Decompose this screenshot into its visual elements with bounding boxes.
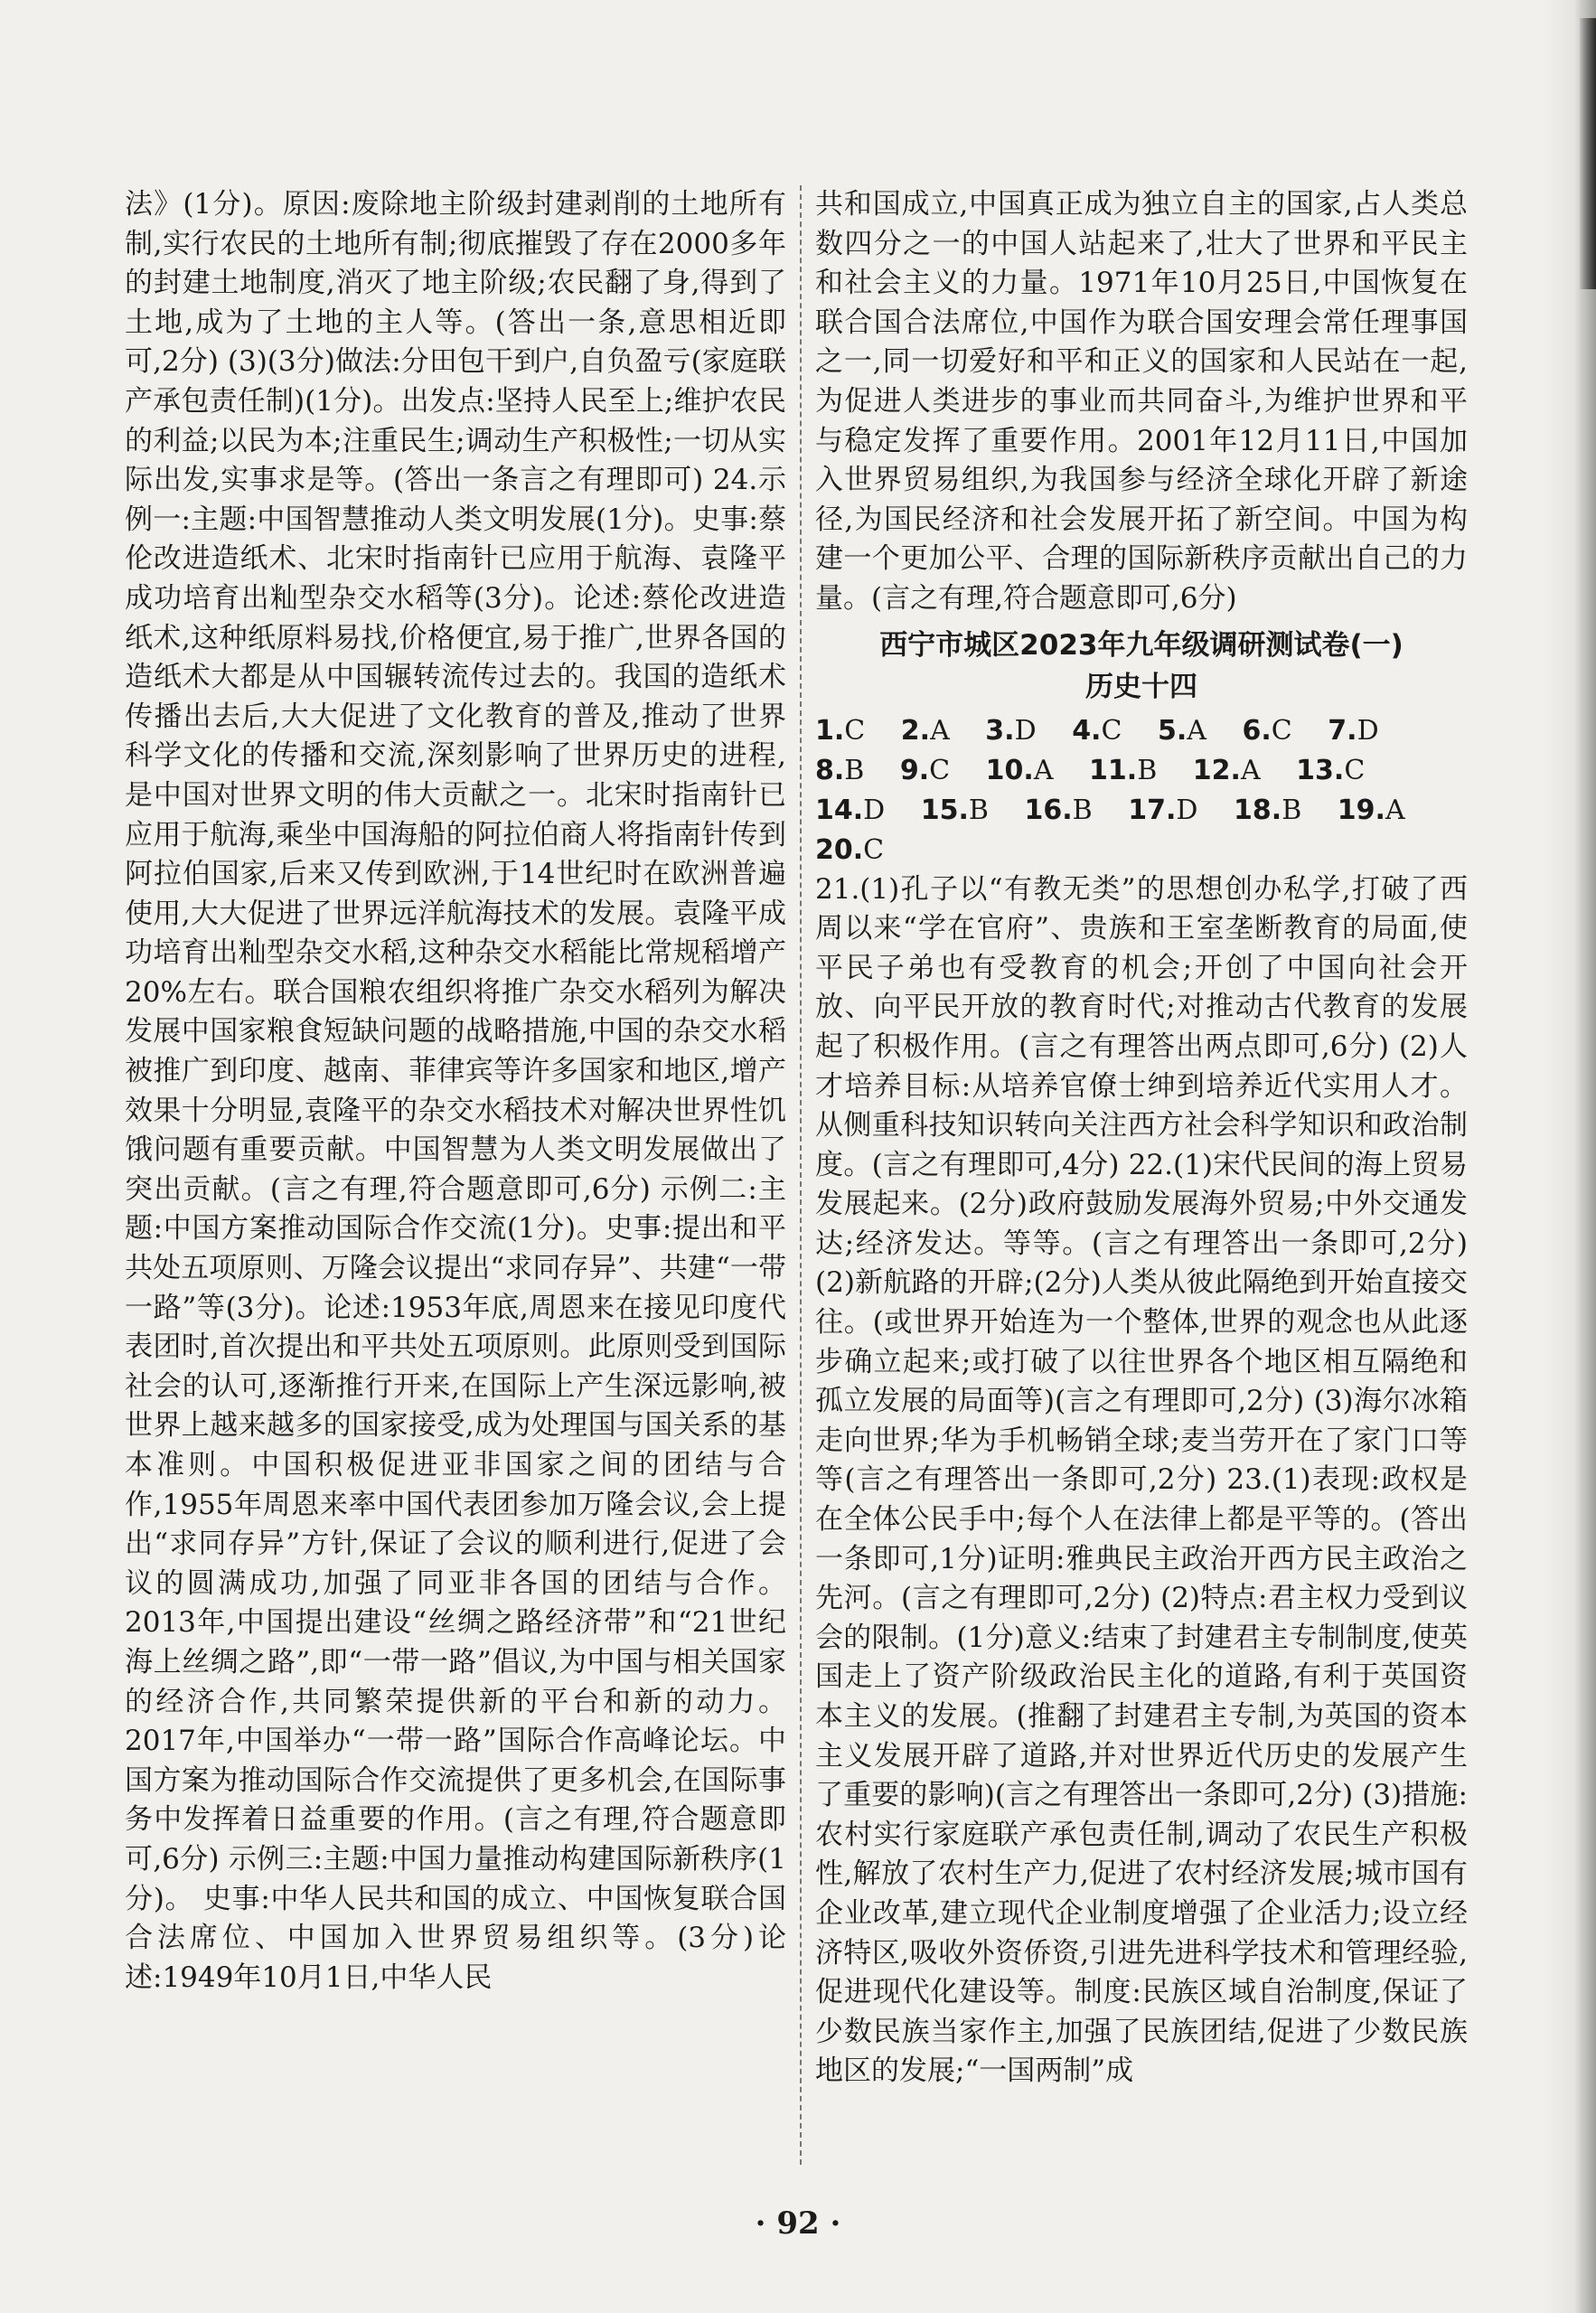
mc-answer-item: 17.D <box>1128 794 1198 826</box>
mc-answer-item: 8.B <box>815 754 865 786</box>
mc-answer-item: 4.C <box>1072 714 1122 747</box>
mc-answer-item: 7.D <box>1328 714 1379 747</box>
column-divider <box>800 185 802 2165</box>
right-answer-paragraph: 21.(1)孔子以“有教无类”的思想创办私学,打破了西周以来“学在官府”、贵族和王室垄断教育的局面,使平民子弟也有受教育的机会;开创了中国向社会开放、向平民开放的教育时代;对推动古代教育的发展起了积极作用。(言之有理答出两点即可,6分) (2)人才培养目标:从培养官僚士绅到培养近代实用人才。从侧重科技知识转向关注西方社会科学知识和政治制度。(言之有理即可,4分) 22.(1)宋代民间的海上贸易发展起来。(2分)政府鼓励发展海外贸易;中外交通发达;经济发达。等等。(言之有理答出一条即可,2分) (2)新航路的开辟;(2分)人类从彼此隔绝到开始直接交往。(或世界开始连为一个整体,世界的观念也从此逐步确立起来;或打破了以往世界各个地区相互隔绝和孤立发展的局面等)(言之有理即可,2分) (3)海尔冰箱走向世界;华为手机畅销全球;麦当劳开在了家门口等等(言之有理答出一条即可,2分) 23.(1)表现:政权是在全体公民手中;每个人在法律上都是平等的。(答出一条即可,1分)证明:雅典民主政治开西方民主政治之先河。(言之有理即可,2分) (2)特点:君主权力受到议会的限制。(1分)意义:结束了封建君主专制制度,使英国走上了资产阶级政治民主化的道路,有利于英国资本主义的发展。(推翻了封建君主专制,为英国的资本主义发展开辟了道路,并对世界近代历史的发展产生了重要的影响)(言之有理答出一条即可,2分) (3)措施:农村实行家庭联产承包责任制,调动了农民生产积极性,解放了农村生产力,促进了农村经济发展;城市国有企业改革,建立现代企业制度增强了企业活力;设立经济特区,吸收外资侨资,引进先进科学技术和管理经验,促进现代化建设等。制度:民族区域自治制度,保证了少数民族当家作主,加强了民族团结,促进了少数民族地区的发展;“一国两制”成 <box>815 872 1468 2088</box>
mc-answer-item: 13.C <box>1296 754 1366 786</box>
mc-answer-item: 11.B <box>1089 754 1158 786</box>
mc-answer-item: 20.C <box>815 833 885 866</box>
mc-answer-item: 16.B <box>1024 794 1093 826</box>
mc-answer-item: 5.A <box>1157 714 1206 747</box>
mc-answer-item: 6.C <box>1242 714 1292 747</box>
mc-answer-item: 14.D <box>815 794 886 826</box>
mc-answer-item: 1.C <box>815 714 866 747</box>
mc-answer-item: 9.C <box>899 754 951 786</box>
page-number: · 92 · <box>755 2205 841 2242</box>
right-intro-paragraph: 共和国成立,中国真正成为独立自主的国家,占人类总数四分之一的中国人站起来了,壮大了世界和平民主和社会主义的力量。1971年10月25日,中国恢复在联合国合法席位,中国作为联合国安理会常任理事国之一,同一切爱好和平和正义的国家和人民站在一起,为促进人类进步的事业而共同奋斗,为维护世界和平与稳定发挥了重要作用。2001年12月11日,中国加入世界贸易组织,为我国参与经济全球化开辟了新途径,为国民经济和社会发展开拓了新空间。中国为构建一个更加公平、合理的国际新秩序贡献出自己的力量。(言之有理,符合题意即可,6分) <box>815 188 1468 615</box>
mc-answer-item: 15.B <box>920 794 989 826</box>
left-text-column <box>125 185 786 2165</box>
page-edge-shadow <box>1542 0 1596 2313</box>
multiple-choice-answers <box>815 711 1468 870</box>
right-text-column <box>815 185 1468 2165</box>
mc-answer-item: 12.A <box>1192 754 1261 786</box>
mc-answer-item: 18.B <box>1234 794 1302 826</box>
mc-answer-item: 2.A <box>900 714 950 747</box>
binding-edge-mark <box>1580 18 1596 289</box>
exam-section-subtitle: 历史十四 <box>1085 670 1197 703</box>
left-answer-paragraph: 法》(1分)。原因:废除地主阶级封建剥削的土地所有制,实行农民的土地所有制;彻底摧毁了存在2000多年的封建土地制度,消灭了地主阶级;农民翻了身,得到了土地,成为了土地的主人等。(答出一条,意思相近即可,2分) (3)(3分)做法:分田包干到户,自负盈亏(家庭联产承包责任制)(1分)。出发点:坚持人民至上;维护农民的利益;以民为本;注重民生;调动生产积极性;一切从实际出发,实事求是等。(答出一条言之有理即可) 24.示例一:主题:中国智慧推动人类文明发展(1分)。史事:蔡伦改进造纸术、北宋时指南针已应用于航海、袁隆平成功培育出籼型杂交水稻等(3分)。论述:蔡伦改进造纸术,这种纸原料易找,价格便宜,易于推广,世界各国的造纸术大都是从中国辗转流传过去的。我国的造纸术传播出去后,大大促进了文化教育的普及,推动了世界科学文化的传播和交流,深刻影响了世界历史的进程,是中国对世界文明的伟大贡献之一。北宋时指南针已应用于航海,乘坐中国海船的阿拉伯商人将指南针传到阿拉伯国家,后来又传到欧洲,于14世纪时在欧洲普遍使用,大大促进了世界远洋航海技术的发展。袁隆平成功培育出籼型杂交水稻,这种杂交水稻能比常规稻增产20%左右。联合国粮农组织将推广杂交水稻列为解决发展中国家粮食短缺问题的战略措施,中国的杂交水稻被推广到印度、越南、菲律宾等许多国家和地区,增产效果十分明显,袁隆平的杂交水稻技术对解决世界性饥饿问题有重要贡献。中国智慧为人类文明发展做出了突出贡献。(言之有理,符合题意即可,6分) 示例二:主题:中国方案推动国际合作交流(1分)。史事:提出和平共处五项原则、万隆会议提出“求同存异”、共建“一带一路”等(3分)。论述:1953年底,周恩来在接见印度代表团时,首次提出和平共处五项原则。此原则受到国际社会的认可,逐渐推行开来,在国际上产生深远影响,被世界上越来越多的国家接受,成为处理国与国关系的基本准则。中国积极促进亚非国家之间的团结与合作,1955年周恩来率中国代表团参加万隆会议,会上提出“求同存异”方针,保证了会议的顺利进行,促进了会议的圆满成功,加强了同亚非各国的团结与合作。2013年,中国提出建设“丝绸之路经济带”和“21世纪海上丝绸之路”,即“一带一路”倡议,为中国与相关国家的经济合作,共同繁荣提供新的平台和新的动力。2017年,中国举办“一带一路”国际合作高峰论坛。中国方案为推动国际合作交流提供了更多机会,在国际事务中发挥着日益重要的作用。(言之有理,符合题意即可,6分) 示例三:主题:中国力量推动构建国际新秩序(1分)。 史事:中华人民共和国的成立、中国恢复联合国合法席位、中国加入世界贸易组织等。(3分)论述:1949年10月1日,中华人民 <box>125 188 786 1994</box>
mc-answer-item: 3.D <box>985 714 1037 747</box>
mc-answer-item: 19.A <box>1337 794 1405 826</box>
exam-section-title: 西宁市城区2023年九年级调研测试卷(一) <box>879 628 1404 662</box>
mc-answer-item: 10.A <box>985 754 1054 786</box>
